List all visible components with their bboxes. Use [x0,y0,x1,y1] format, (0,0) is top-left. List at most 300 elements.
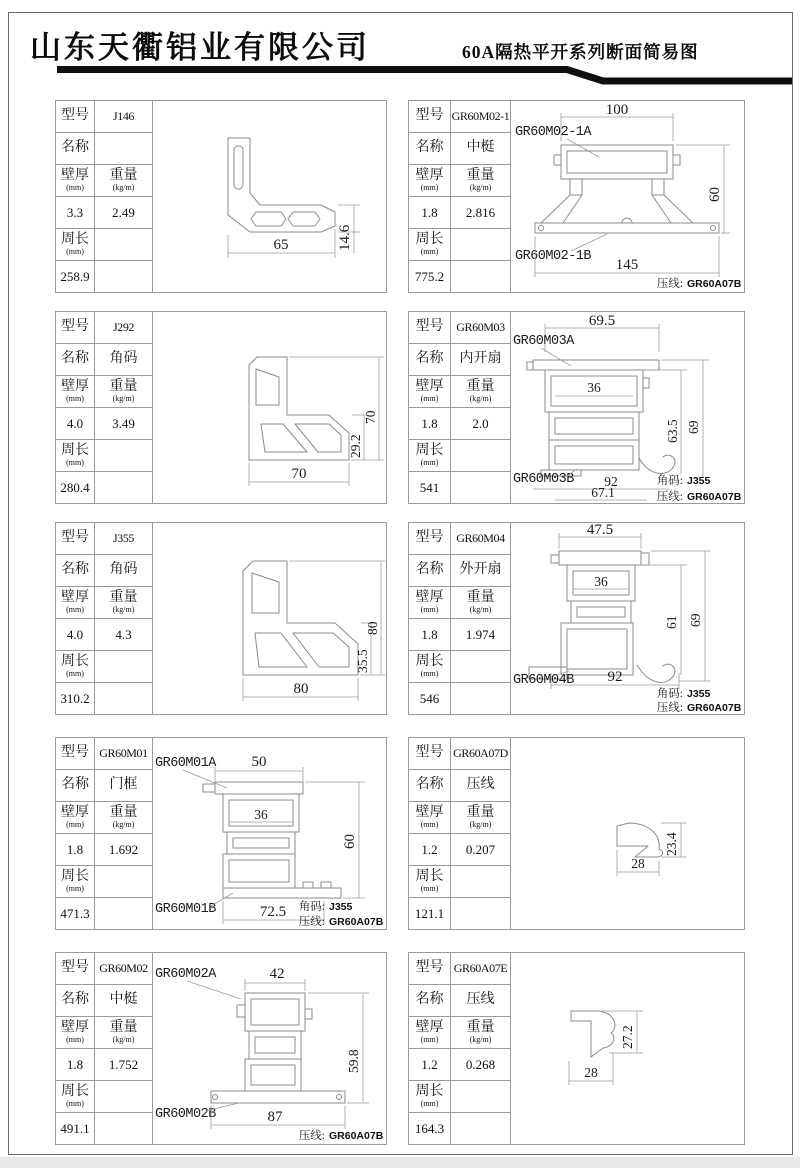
name-value: 门框 [109,777,138,793]
model-value: GR60A07E [453,961,508,976]
dimension-height [661,823,687,857]
weight-value: 0.207 [465,841,496,857]
header-divider [0,0,800,95]
perimeter-label: 周长 [415,869,444,885]
table-row [409,312,510,344]
part-label-b: GR60M02-1B [515,249,592,264]
weight-header [95,1017,152,1048]
spec-table [409,523,511,714]
model-value: GR60A07D [453,746,508,761]
empty-cell [451,1081,510,1112]
profile-hole [293,633,349,667]
dim-label: 69.5 [588,313,616,329]
weight-unit: (kg/m) [469,182,492,192]
weight-label: 重量 [109,379,138,395]
model-value: J146 [112,109,135,124]
table-row [56,312,152,344]
model-value: GR60M04 [456,531,505,546]
perimeter-unit: (mm) [66,1098,84,1108]
profile-panel-j292 [55,311,387,504]
perimeter-value: 121.1 [409,898,451,929]
perimeter-label: 周长 [415,232,444,248]
profile-panel-gr60a07e [408,952,745,1145]
weight-label: 重量 [109,590,138,606]
name-label: 名称 [409,985,451,1016]
thermal-strut [570,179,582,195]
model-value: GR60M03 [456,320,505,335]
dim-label: 67.1 [591,485,615,500]
spec-table [409,738,511,929]
perimeter-header [409,440,451,471]
model-label: 型号 [409,953,451,984]
table-row [56,898,152,929]
empty-cell [451,683,510,714]
bead-note-value: GR60A07B [329,916,384,927]
divider-line [57,70,792,82]
thickness-value: 1.8 [409,197,451,228]
perimeter-label: 周长 [415,654,444,670]
perimeter-label: 周长 [61,1084,89,1100]
table-row [409,197,510,229]
table-row [409,953,510,985]
thickness-header [409,1017,451,1048]
dimension-height [661,360,709,478]
weight-unit: (kg/m) [469,819,492,829]
thickness-header [56,376,95,407]
leader-line [211,893,233,906]
empty-cell [451,472,510,503]
profile-hole [256,369,279,405]
profile-drawing-gr60m01 [153,738,386,927]
dim-label: 35.5 [355,649,370,673]
perimeter-value: 280.4 [56,472,95,503]
name-value: 压线 [466,777,495,793]
perimeter-value: 310.2 [56,683,95,714]
thickness-value: 1.8 [409,619,451,650]
table-row [409,587,510,619]
table-row [409,261,510,292]
dimension-inner [555,380,633,396]
spec-table [56,953,153,1144]
profile-drawing-gr60a07d [511,738,744,927]
thickness-value: 3.3 [56,197,95,228]
table-row [56,1017,152,1049]
weight-unit: (kg/m) [469,604,492,614]
dim-label: 63.5 [665,419,680,443]
model-value: GR60M02-1 [451,109,510,124]
name-value: 中梃 [466,140,495,156]
thickness-value: 4.0 [56,408,95,439]
name-value: 角码 [109,351,138,367]
table-row [56,683,152,714]
profile-notch [622,218,632,223]
perimeter-label: 周长 [61,232,89,248]
table-row [409,770,510,802]
table-row [409,101,510,133]
profile-curl [637,664,675,682]
thickness-header [409,587,451,618]
dim-label: 36 [254,807,268,822]
dimension-height [337,205,360,253]
perimeter-unit: (mm) [420,668,439,678]
table-row [56,101,152,133]
weight-header [451,165,510,196]
empty-cell [451,866,510,897]
dimension-inner [229,807,293,822]
name-label: 名称 [409,344,451,375]
profile-outline [571,1011,615,1057]
weight-label: 重量 [466,590,495,606]
table-row [56,165,152,197]
weight-header [95,165,152,196]
profile-hole [295,424,341,452]
perimeter-unit: (mm) [66,246,84,256]
dim-label: 70 [291,466,307,482]
name-label: 名称 [56,555,95,586]
dimension-top [245,966,305,991]
weight-unit: (kg/m) [469,393,492,403]
name-value: 角码 [109,562,138,578]
profile-chamber [561,623,633,675]
weight-unit: (kg/m) [112,182,135,192]
dim-label: 70 [363,410,378,424]
thickness-label: 壁厚 [415,590,444,606]
corner-note-value: J355 [687,688,711,700]
dim-label: 69 [688,613,703,627]
profile-slot [234,146,243,189]
thickness-value: 4.0 [56,619,95,650]
profile-panel-gr60a07d [408,737,745,930]
leader-line [187,981,241,999]
dim-label: 69 [686,420,701,434]
name-label: 名称 [56,133,95,164]
perimeter-label: 周长 [415,443,444,459]
profile-hole [288,212,320,226]
thickness-label: 壁厚 [415,1020,444,1036]
dimension-partial-height [645,370,687,474]
thickness-unit: (mm) [66,393,84,403]
weight-label: 重量 [109,168,138,184]
dimension-inner [573,574,629,589]
weight-unit: (kg/m) [112,604,135,614]
profile-hooks [237,1005,312,1019]
dim-label: 100 [605,102,629,118]
perimeter-header [409,1081,451,1112]
perimeter-unit: (mm) [420,883,439,893]
weight-header [95,376,152,407]
profile-hole [567,151,667,173]
profile-base [535,223,719,233]
part-label-a: GR60M02A [155,967,216,982]
model-label: 型号 [409,312,451,343]
weight-unit: (kg/m) [112,393,135,403]
part-label-b: GR60M03B [513,472,574,487]
dim-label: 60 [707,187,723,202]
weight-value: 4.3 [115,626,132,642]
dimension-partial-height [637,565,687,675]
profile-hole [251,1065,295,1085]
empty-cell [95,866,152,897]
table-row [56,953,152,985]
model-label: 型号 [56,953,95,984]
table-row [409,133,510,165]
dimension-bottom [249,463,349,486]
thickness-value: 1.8 [56,834,95,865]
model-label: 型号 [409,523,451,554]
profile-panel-j146 [55,100,387,293]
dim-label: 28 [631,856,645,871]
perimeter-value: 471.3 [56,898,95,929]
profile-hooks [554,155,680,165]
profile-hole [555,446,633,464]
thickness-value: 1.8 [409,408,451,439]
company-name: 山东天衢铝业有限公司 [30,30,370,65]
weight-label: 重量 [466,1020,495,1036]
dim-label: 47.5 [586,523,614,538]
thickness-label: 壁厚 [415,805,444,821]
profile-chamber [227,832,295,854]
table-row [409,738,510,770]
dim-label: 23.4 [664,832,679,856]
table-row [56,523,152,555]
perimeter-label: 周长 [61,443,89,459]
table-row [409,802,510,834]
profile-drawing-gr60a07e [511,953,744,1142]
dimension-height [305,782,365,898]
table-row [409,344,510,376]
model-value: GR60M02 [99,961,148,976]
thickness-unit: (mm) [420,182,439,192]
empty-cell [95,440,152,471]
perimeter-header [56,440,95,471]
thickness-unit: (mm) [420,1034,439,1044]
thickness-label: 壁厚 [61,168,89,184]
profile-hole [229,860,289,882]
profile-panel-gr60m04 [408,522,745,715]
table-row [56,866,152,898]
dim-label: 28 [584,1065,598,1080]
perimeter-header [409,866,451,897]
corner-note-value: J355 [687,475,711,487]
table-row [56,376,152,408]
profile-hole [261,424,307,452]
perimeter-value: 546 [409,683,451,714]
dim-label: 92 [607,669,623,685]
weight-label: 重量 [109,805,138,821]
dim-label: 145 [615,257,639,273]
dimension-bottom [211,1106,345,1129]
profile-drawing-j292 [153,312,386,501]
profile-drawing-gr60m04 [511,523,744,712]
empty-cell [451,898,510,929]
spec-table [56,738,153,929]
dim-label: 50 [251,754,267,770]
thickness-header [56,802,95,833]
thickness-header [409,802,451,833]
name-label: 名称 [409,770,451,801]
weight-header [95,802,152,833]
perimeter-value: 258.9 [56,261,95,292]
profile-hole [555,418,633,434]
profile-drawing-j355 [153,523,386,712]
thickness-unit: (mm) [420,393,439,403]
profile-panel-gr60m03 [408,311,745,504]
name-label: 名称 [409,555,451,586]
bead-note-label: 压线: [298,1130,325,1142]
bead-note-label: 压线: [298,916,325,927]
profile-curl [213,1095,218,1100]
dimension-bottom-inner [555,485,647,500]
weight-label: 重量 [466,168,495,184]
model-label: 型号 [409,101,451,132]
dim-label: 36 [587,380,601,395]
perimeter-header [409,651,451,682]
dimension-top [215,754,303,782]
part-label-a: GR60M03A [513,334,574,349]
weight-header [451,802,510,833]
spec-table [56,312,153,503]
profile-hook [203,784,215,792]
thickness-label: 壁厚 [61,590,89,606]
bead-note-value: GR60A07B [687,491,742,501]
perimeter-value: 491.1 [56,1113,95,1144]
part-label-a: GR60M02-1A [515,125,592,140]
perimeter-unit: (mm) [420,1098,439,1108]
table-row [409,376,510,408]
table-row [56,229,152,261]
spec-table [409,312,511,503]
perimeter-label: 周长 [61,654,89,670]
name-label: 名称 [56,770,95,801]
table-row [56,738,152,770]
profile-hole [567,629,627,669]
leader-line [567,139,599,157]
dim-label: 72.5 [259,904,287,920]
profile-chamber [249,1031,301,1059]
corner-note-label: 角码: [656,475,683,487]
perimeter-header [56,1081,95,1112]
spec-table [409,101,511,292]
thickness-label: 壁厚 [415,168,444,184]
weight-header [95,587,152,618]
profile-hole [255,1037,295,1053]
thickness-unit: (mm) [420,819,439,829]
dim-label: 29.2 [348,434,363,458]
table-row [409,555,510,587]
perimeter-header [56,229,95,260]
profile-hook [643,378,649,388]
profile-chamber [549,440,639,470]
spec-table [56,101,153,292]
table-row [56,133,152,165]
perimeter-label: 周长 [61,869,89,885]
perimeter-unit: (mm) [420,246,439,256]
weight-label: 重量 [109,1020,138,1036]
empty-cell [95,651,152,682]
weight-unit: (kg/m) [112,1034,135,1044]
weight-label: 重量 [466,379,495,395]
table-row [409,229,510,261]
profile-curl [639,455,675,473]
table-row [409,651,510,683]
thickness-value: 1.8 [56,1049,95,1080]
name-label: 名称 [409,133,451,164]
empty-cell [451,261,510,292]
model-value: GR60M01 [99,746,148,761]
profile-curl [711,226,716,231]
profile-panel-gr60m01 [55,737,387,930]
thickness-value: 1.2 [409,834,451,865]
profile-tab [303,882,313,888]
empty-cell [451,440,510,471]
dim-label: 61 [664,615,679,629]
table-row [409,1081,510,1113]
weight-value: 2.49 [112,204,135,220]
weight-unit: (kg/m) [112,819,135,829]
table-row [409,898,510,929]
profile-hole [252,573,279,613]
perimeter-unit: (mm) [66,883,84,893]
profile-chamber [549,412,639,440]
dim-label: 60 [342,834,358,849]
profile-hook [527,362,533,370]
thickness-header [409,376,451,407]
weight-value: 1.692 [108,841,139,857]
empty-cell [451,1113,510,1144]
corner-note-label: 角码: [656,688,683,700]
empty-cell [95,261,152,292]
spec-table [56,523,153,714]
page-edge-shadow [0,1157,800,1168]
thickness-header [56,165,95,196]
thermal-strut [652,179,664,195]
thickness-value: 1.2 [409,1049,451,1080]
bead-note-value: GR60A07B [329,1130,384,1142]
profile-panel-gr60m02-1 [408,100,745,293]
bead-note-label: 压线: [656,491,683,501]
profile-drawing-gr60m02-1 [511,101,744,290]
dimension-top [559,523,641,549]
thickness-unit: (mm) [66,604,84,614]
weight-value: 1.752 [108,1056,139,1072]
name-value: 中梃 [109,992,138,1008]
dim-label: 27.2 [620,1025,635,1049]
dim-label: 14.6 [337,224,353,251]
weight-value: 2.0 [472,415,489,431]
model-label: 型号 [56,312,95,343]
model-label: 型号 [56,738,95,769]
table-row [409,834,510,866]
perimeter-unit: (mm) [66,668,84,678]
table-row [56,802,152,834]
profile-chamber [245,1059,301,1091]
dimension-height [676,145,730,233]
profile-flange [533,360,659,370]
bead-note-value: GR60A07B [687,702,742,712]
profile-hole [251,212,286,226]
dim-label: 92 [604,474,618,489]
profile-hole [251,999,299,1025]
thickness-label: 壁厚 [61,1020,89,1036]
model-label: 型号 [56,523,95,554]
profile-curl [337,1095,342,1100]
table-row [56,472,152,503]
corner-note-value: J355 [329,901,353,913]
weight-header [451,1017,510,1048]
table-row [56,985,152,1017]
table-row [409,866,510,898]
empty-cell [95,472,152,503]
